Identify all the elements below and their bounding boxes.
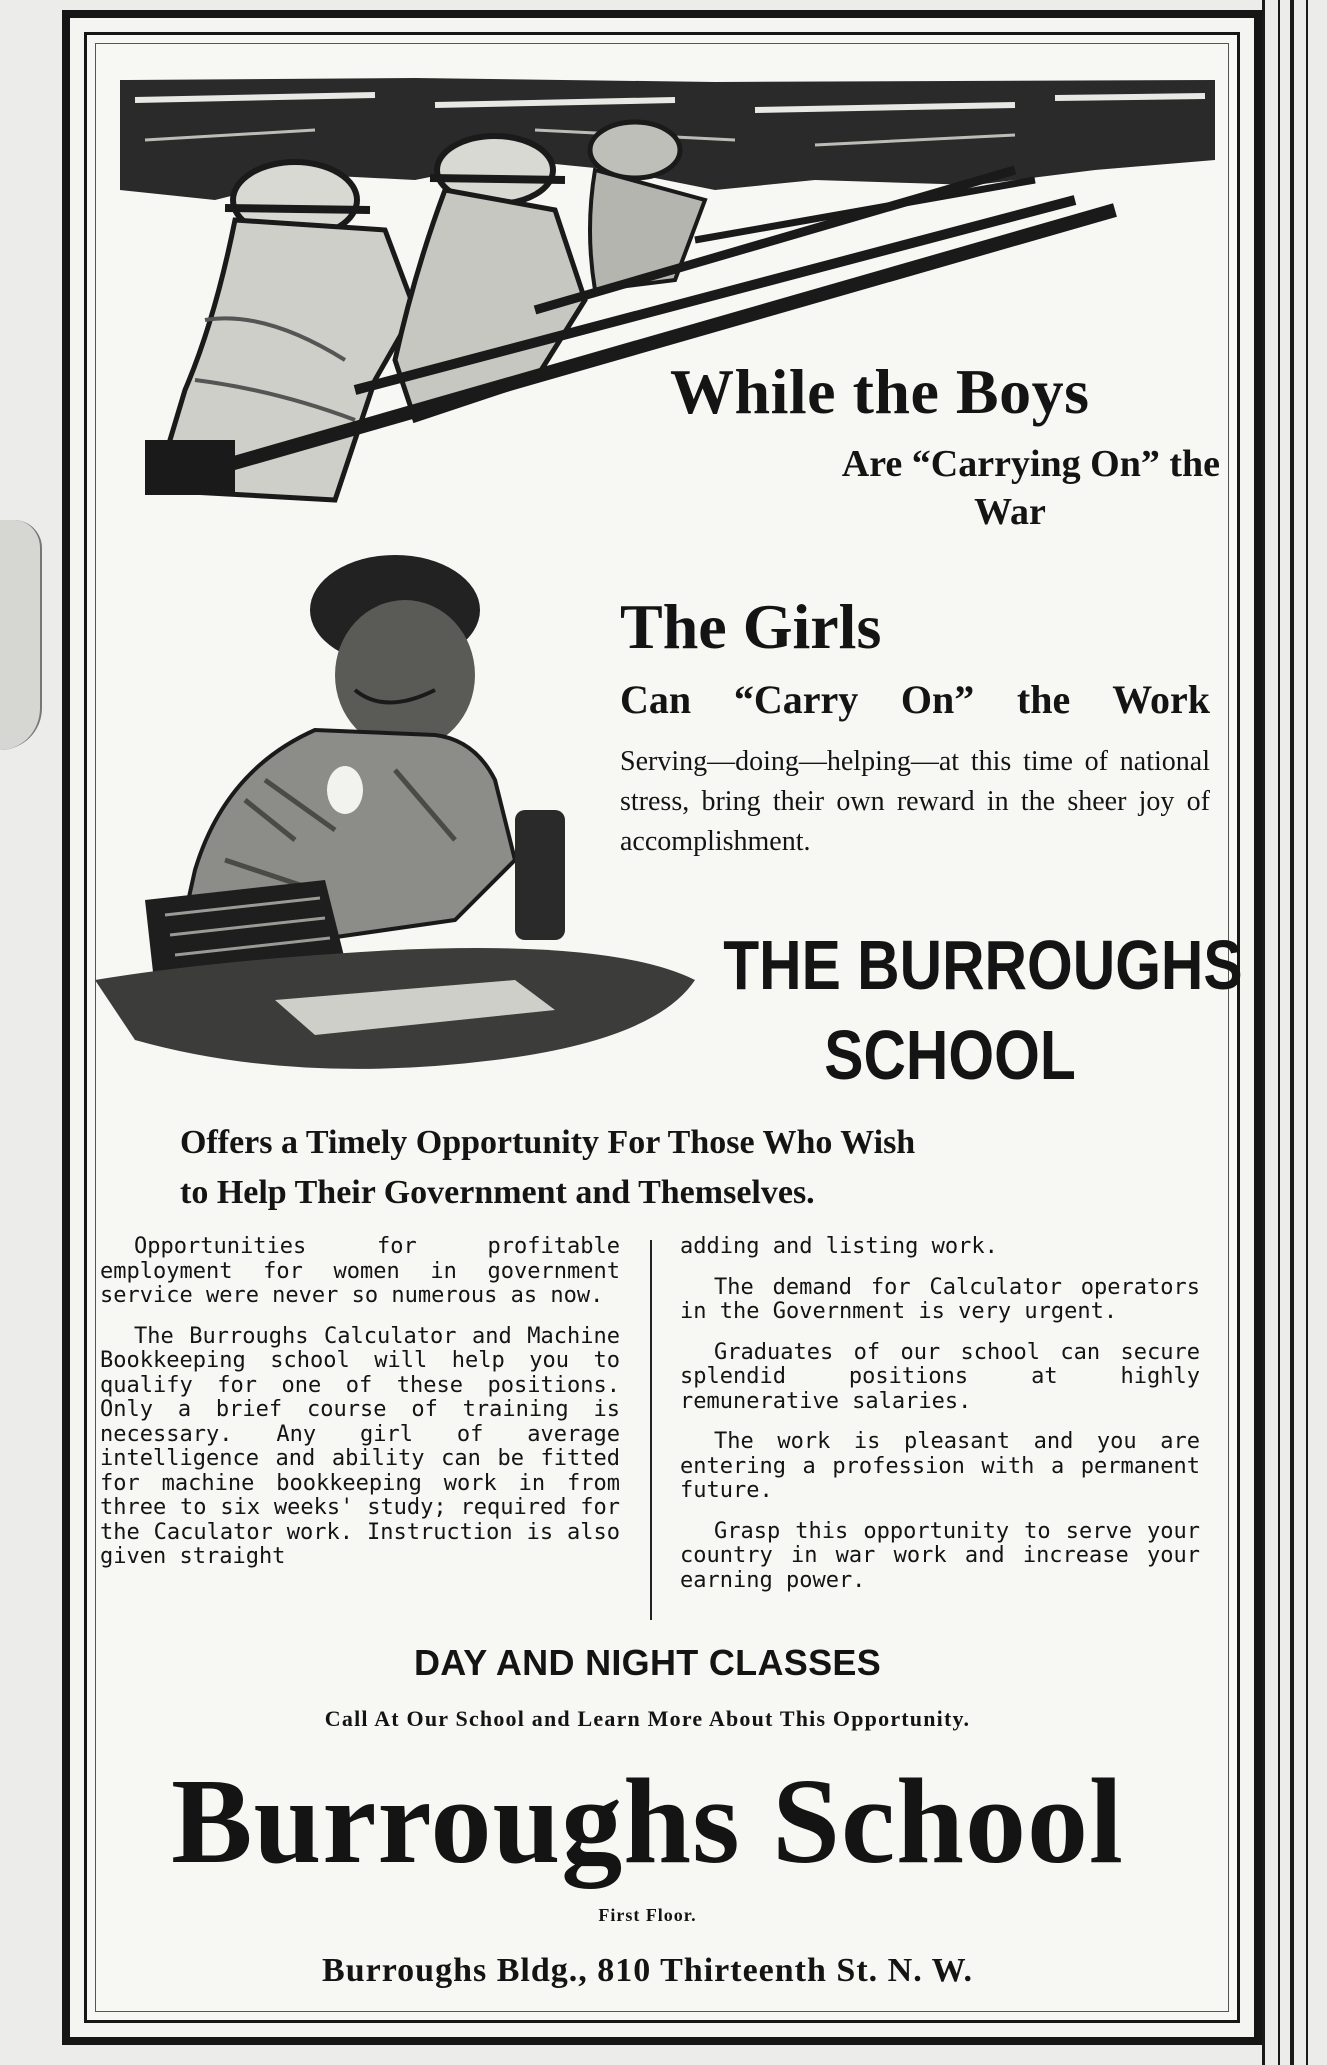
school-name: Burroughs School (171, 1754, 1124, 1889)
headline-girls: The Girls (620, 591, 882, 662)
right-paragraph: The demand for Calculator operators in the Government is very urgent. (680, 1274, 1200, 1324)
school-heading-line2: SCHOOL (824, 1016, 1076, 1094)
day-night-classes: DAY AND NIGHT CLASSES (413, 1642, 882, 1683)
school-heading (723, 920, 1243, 1100)
offers-heading (180, 1118, 1180, 1218)
offers-line1: Offers a Timely Opportunity For Those Who Wish (180, 1124, 916, 1161)
left-paragraph: Opportunities for profitable employment for women in government service were never so numerous as now. (100, 1234, 620, 1308)
torn-page-edge (0, 520, 42, 750)
floor-label: First Floor. (598, 1905, 697, 1925)
call-to-action: Call At Our School and Learn More About This Opportunity. (324, 1706, 971, 1731)
right-paragraph-continuation: adding and listing work. (680, 1234, 998, 1259)
left-text-column (100, 1235, 620, 1586)
girls-body-text: Serving—doing—helping—at this time of national stress, bring their own reward in the sheer joy of accomplishment. (620, 746, 1210, 857)
right-paragraph: Graduates of our school can secure splendid positions at highly remunerative salaries. (680, 1339, 1200, 1414)
woman-at-calculator-illustration (95, 540, 695, 1105)
offers-line2: to Help Their Government and Themselves. (180, 1174, 815, 1211)
column-rule (1290, 0, 1294, 2065)
column-rule (1278, 0, 1280, 2065)
left-paragraph: The Burroughs Calculator and Machine Bookkeeping school will help you to qualify for one of these positions. Only a brief course of training is necessary. Any girl of average intelligence and ability can be fitted for machine bookkeeping work in from three to six weeks' study; required for the Caculator work. Instruction is also given straight (100, 1323, 620, 1569)
column-divider (650, 1240, 652, 1620)
school-heading-line1: THE BURROUGHS (723, 926, 1243, 1004)
column-rule (1306, 0, 1308, 2065)
right-paragraph: Grasp this opportunity to serve your country in war work and increase your earning power. (680, 1518, 1200, 1593)
subheadline-boys (680, 440, 1220, 536)
headline-boys: While the Boys (670, 356, 1090, 427)
subheadline-boys-line1: Are “Carrying On” the (841, 443, 1220, 485)
subheadline-girls: Can “Carry On” the Work (620, 677, 1210, 722)
column-rule (1262, 0, 1265, 2065)
typist-illustration (95, 540, 695, 1105)
right-text-column (680, 1235, 1200, 1609)
school-address: Burroughs Bldg., 810 Thirteenth St. N. W. (322, 1952, 973, 1989)
right-paragraph: The work is pleasant and you are entering a profession with a permanent future. (680, 1429, 1200, 1503)
subheadline-boys-line2: War (974, 491, 1046, 533)
